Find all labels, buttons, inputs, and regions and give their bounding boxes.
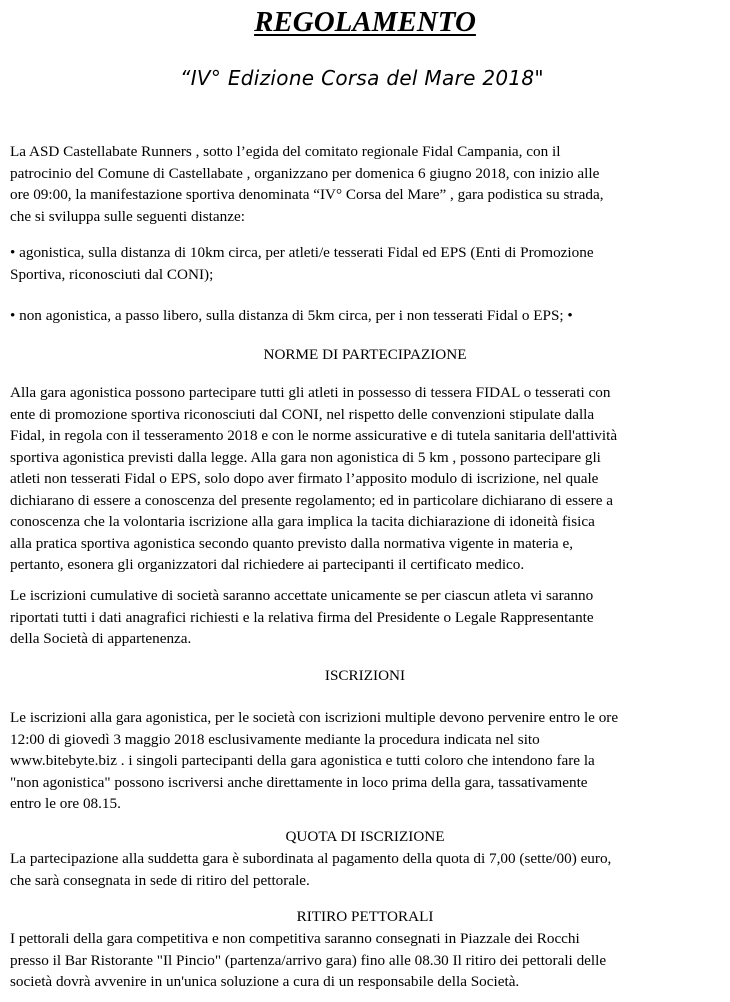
document-title bbox=[0, 4, 730, 40]
participation-paragraph: Alla gara agonistica possono partecipare tutti gli atleti in possesso di tessera FIDAL o tesserati con ente di promozione sportiva riconosciuti dal CONI, nel rispetto delle convenzioni stipulate dalla Fidal, in regola con il tesseramento 2018 e con le norme assicurative e di tutela sanitaria dell'attività sportiva agonistica previsti dalla legge. Alla gara non agonistica di 5 km , possono partecipare gli atleti non tesserati Fidal o EPS, solo dopo aver firmato l’apposito modulo di iscrizione, nel quale dichiarano di essere a conoscenza del presente regolamento; ed in particolare dichiarano di essere a conoscenza che la volontaria iscrizione alla gara implica la tacita dichiarazione di idoneità fisica alla pratica sportiva agonistica secondo quanto previsto dalla normativa vigente in materia e, pertanto, esonera gli organizzatori dal richiedere ai partecipanti il certificato medico. bbox=[10, 384, 618, 573]
cumulative-registration-paragraph: Le iscrizioni cumulative di società saranno accettate unicamente se per ciascun atleta vi saranno riportati tutti i dati anagrafici richiesti e la relativa firma del Presidente o Legale Rappresentante della Società di appartenenza. bbox=[10, 587, 594, 647]
intro-paragraph: La ASD Castellabate Runners , sotto l’egida del comitato regionale Fidal Campania, con il patrocinio del Comune di Castellabate , organizzano per domenica 6 giugno 2018, con inizio alle ore 09:00, la manifestazione sportiva denominata “IV° Corsa del Mare” , gara podistica su strada, che si sviluppa sulle seguenti distanze: bbox=[10, 143, 604, 225]
distance-item-non-competitive: • non agonistica, a passo libero, sulla distanza di 5km circa, per i non tesserati Fidal o EPS; • bbox=[10, 307, 573, 324]
distance-item-competitive: • agonistica, sulla distanza di 10km circa, per atleti/e tesserati Fidal ed EPS (Enti di Promozione Sportiva, riconosciuti dal CONI); bbox=[10, 244, 594, 283]
registration-paragraph: Le iscrizioni alla gara agonistica, per le società con iscrizioni multiple devono pervenire entro le ore 12:00 di giovedì 3 maggio 2018 esclusivamente mediante la procedura indicata nel sito www.bitebyte.biz . i singoli partecipanti della gara agonistica e tutti coloro che intendono fare la "non agonistica" possono iscriversi anche direttamente in loco prima della gara, tassativamente entro le ore 08.15. bbox=[10, 709, 619, 812]
bib-pickup-paragraph: I pettorali della gara competitiva e non competitiva saranno consegnati in Piazzale dei Rocchi presso il Bar Ristorante "Il Pincio" (partenza/arrivo gara) fino alle 08.30 Il ritiro dei pettorali delle società dovrà avvenire in un'unica soluzione a cura di un responsabile della Società. bbox=[10, 930, 607, 990]
fee-paragraph: La partecipazione alla suddetta gara è subordinata al pagamento della quota di 7,00 (sette/00) euro, che sarà consegnata in sede di ritiro del pettorale. bbox=[10, 850, 612, 889]
section-heading-participation: NORME DI PARTECIPAZIONE bbox=[263, 346, 467, 363]
section-heading-registration: ISCRIZIONI bbox=[324, 667, 406, 684]
section-heading-bib-pickup: RITIRO PETTORALI bbox=[296, 908, 434, 925]
document-title-text: REGOLAMENTO bbox=[254, 6, 476, 38]
document-subtitle: “IV° Edizione Corsa del Mare 2018" bbox=[180, 66, 544, 90]
section-heading-fee: QUOTA DI ISCRIZIONE bbox=[285, 828, 445, 845]
